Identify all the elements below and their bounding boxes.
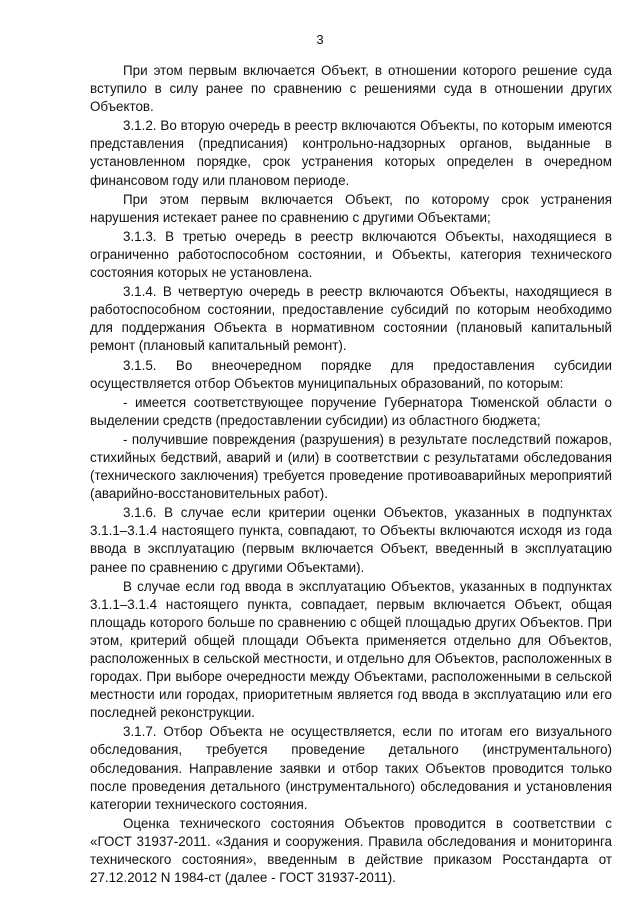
document-body — [90, 62, 612, 888]
paragraph-area-criterion: В случае если год ввода в эксплуатацию Объектов, указанных в подпунктах 3.1.1–3.1.4 настоящего пункта, совпадает, первым включается Объект, общая площадь которого больше по сравнению с общей площадью других Объектов. При этом, критерий общей площади Объекта применяется отдельно для Объектов, расположенных в сельской местности, и отдельно для Объектов, расположенных в городах. При выборе очередности между Объектами, расположенными в сельской местности или городах, приоритетным является год ввода в эксплуатацию или его последней реконструкции. — [90, 578, 612, 721]
list-item-governor-order: - имеется соответствующее поручение Губернатора Тюменской области о выделении средств (предоставлении субсидии) из областного бюджета; — [90, 394, 612, 428]
paragraph-3-1-2: 3.1.2. Во вторую очередь в реестр включаются Объекты, по которым имеются представления (предписания) контрольно-надзорных органов, выданные в установленном порядке, срок устранения которых определен в очередном финансовом году или плановом периоде. — [90, 118, 612, 188]
paragraph-3-1-4: 3.1.4. В четвертую очередь в реестр включаются Объекты, находящиеся в работоспособном состоянии, предоставление субсидий по которым необходимо для поддержания Объекта в нормативном состоянии (плановый капитальный ремонт (плановый капитальный ремонт). — [90, 284, 612, 354]
paragraph-3-1-6: 3.1.6. В случае если критерии оценки Объектов, указанных в подпунктах 3.1.1–3.1.4 настоящего пункта, совпадают, то Объекты включаются исходя из года ввода в эксплуатацию (первым включается Объект, введенный в эксплуатацию ранее по сравнению с другими Объектами). — [90, 505, 612, 575]
paragraph-violation-deadline-priority: При этом первым включается Объект, по которому срок устранения нарушения истекает ранее по сравнению с другими Объектами; — [90, 191, 612, 225]
paragraph-3-1-3: 3.1.3. В третью очередь в реестр включаются Объекты, находящиеся в ограниченно работоспособном состоянии, и Объекты, категория технического состояния которых не установлена. — [90, 228, 612, 281]
list-item-damaged-objects: - получившие повреждения (разрушения) в результате последствий пожаров, стихийных бедствий, аварий и (или) в соответствии с результатами обследования (технического заключения) требуется проведение противоаварийных мероприятий (аварийно-восстановительных работ). — [90, 431, 612, 502]
paragraph-court-decision-priority: При этом первым включается Объект, в отношении которого решение суда вступило в силу ранее по сравнению с решениями суда в отношении других Объектов. — [90, 63, 612, 115]
paragraph-gost-assessment: Оценка технического состояния Объектов проводится в соответствии с «ГОСТ 31937-2011. «Здания и сооружения. Правила обследования и мониторинга технического состояния», введенным в действие приказом Росстандарта от 27.12.2012 N 1984-ст (далее - ГОСТ 31937-2011). — [90, 815, 612, 886]
paragraph-3-1-5: 3.1.5. Во внеочередном порядке для предоставления субсидии осуществляется отбор Объектов муниципальных образований, по которым: — [90, 357, 612, 391]
page-number: 3 — [316, 32, 324, 47]
paragraph-3-1-7: 3.1.7. Отбор Объекта не осуществляется, если по итогам его визуального обследования, требуется проведение детального (инструментального) обследования. Направление заявки и отбор таких Объектов проводится только после проведения детального (инструментального) обследования и установления категории технического состояния. — [90, 724, 612, 812]
